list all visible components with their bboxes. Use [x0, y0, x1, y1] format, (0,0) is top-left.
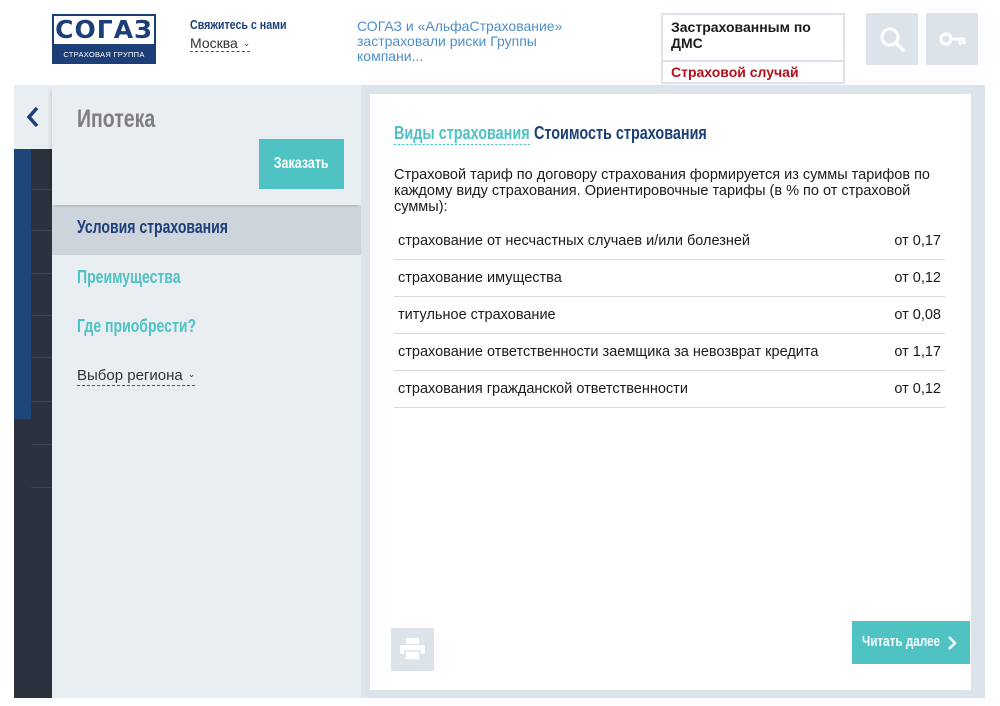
logo-wordmark: СОГАЗ — [52, 14, 156, 44]
strip-divider — [31, 189, 52, 190]
logo-tagline: СТРАХОВАЯ ГРУППА — [63, 50, 145, 59]
rate-value: от 0,17 — [894, 233, 941, 249]
rate-row — [394, 260, 945, 297]
city-label: Москва — [190, 35, 238, 51]
rate-value: от 1,17 — [894, 344, 941, 360]
rate-name: страхование имущества — [398, 270, 562, 286]
content-card — [370, 94, 971, 690]
search-icon — [879, 26, 905, 52]
back-button[interactable] — [14, 85, 52, 149]
product-card — [52, 85, 361, 205]
contact-title: Свяжитесь с нами — [190, 17, 287, 32]
content-panel — [361, 85, 985, 698]
strip-divider — [31, 357, 52, 358]
rate-row — [394, 371, 945, 408]
search-button[interactable] — [866, 13, 918, 65]
rate-value: от 0,08 — [894, 307, 941, 323]
strip-divider — [31, 315, 52, 316]
login-button[interactable] — [926, 13, 978, 65]
tariff-description: Страховой тариф по договору страхования формируется из суммы тарифов по каждому виду страхования. Ориентировочные тарифы (в % по от страховой суммы): — [394, 167, 930, 215]
insured-event-link[interactable]: Страховой случай — [663, 60, 843, 82]
strip-divider — [31, 230, 52, 231]
rates-table — [394, 223, 945, 408]
strip-divider — [31, 273, 52, 274]
rate-name: титульное страхование — [398, 307, 556, 323]
rate-name: страхования гражданской ответственности — [398, 381, 688, 397]
sidebar-item-conditions[interactable]: Условия страхования — [77, 217, 228, 237]
rate-value: от 0,12 — [894, 381, 941, 397]
rate-name: страхование ответственности заемщика за невозврат кредита — [398, 344, 819, 360]
dms-link[interactable]: Застрахованным по ДМС — [671, 19, 811, 51]
contact-block — [190, 17, 308, 53]
news-link[interactable]: СОГАЗ и «АльфаСтрахование» застраховали риски Группы компани... — [357, 18, 563, 64]
printer-icon — [400, 638, 425, 660]
rate-row — [394, 334, 945, 371]
strip-accent — [14, 149, 31, 419]
chevron-down-icon: ⌄ — [242, 38, 251, 48]
rate-name: страхование от несчастных случаев и/или болезней — [398, 233, 751, 249]
sidebar — [52, 85, 361, 698]
read-more-label: Читать далее — [862, 633, 941, 650]
chevron-down-icon: ⌄ — [187, 369, 196, 379]
strip-divider — [31, 487, 52, 488]
read-more-button[interactable] — [852, 621, 970, 664]
rate-row — [394, 223, 945, 260]
print-button[interactable] — [391, 628, 434, 671]
order-button-label: Заказать — [274, 155, 329, 172]
sidebar-item-where-to-buy[interactable]: Где приобрести? — [77, 316, 197, 336]
region-label: Выбор региона — [77, 367, 183, 384]
sidebar-item-advantages[interactable]: Преимущества — [77, 267, 181, 287]
strip-divider — [31, 401, 52, 402]
collapsed-menu-strip — [14, 85, 52, 698]
chevron-left-icon — [25, 105, 41, 129]
strip-divider — [31, 444, 52, 445]
order-button[interactable] — [259, 139, 344, 189]
key-icon — [939, 26, 967, 52]
rate-row — [394, 297, 945, 334]
region-selector[interactable] — [77, 365, 195, 386]
rate-value: от 0,12 — [894, 270, 941, 286]
tab-insurance-cost[interactable]: Стоимость страхования — [534, 123, 707, 143]
tab-insurance-types[interactable]: Виды страхования — [394, 123, 530, 143]
client-links-box — [661, 13, 845, 84]
chevron-right-icon — [947, 635, 957, 651]
logo[interactable] — [52, 14, 156, 64]
page-title: Ипотека — [77, 105, 156, 133]
city-selector[interactable] — [190, 35, 250, 52]
